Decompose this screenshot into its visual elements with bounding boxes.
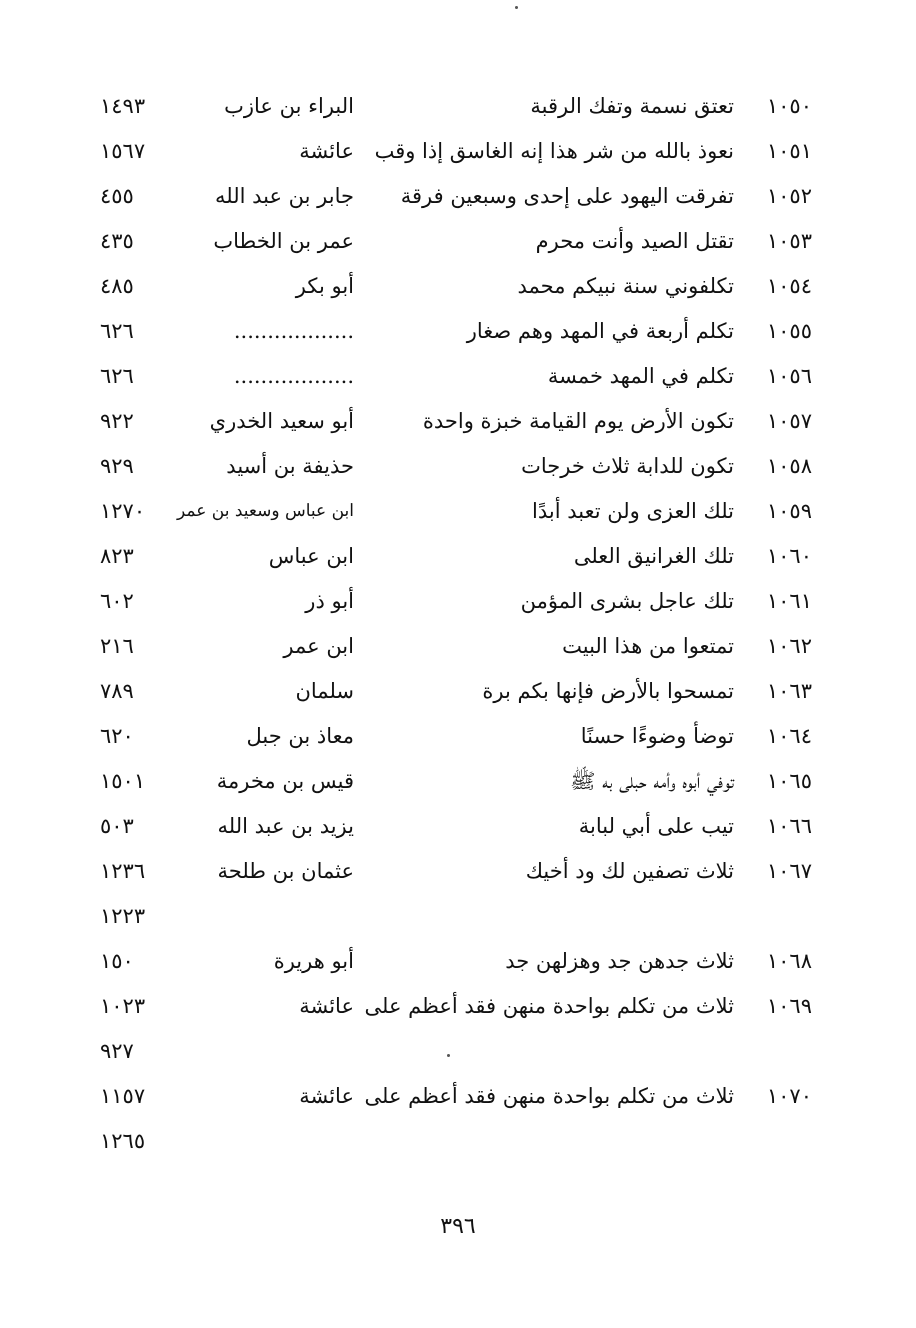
narrator: سلمان (295, 679, 354, 703)
page-reference: ١٥٠ (100, 949, 134, 973)
index-row (100, 129, 812, 174)
hadith-text: نعوذ بالله من شر هذا إنه الغاسق إذا وقب (374, 139, 734, 163)
hadith-text: تمتعوا من هذا البيت (562, 634, 734, 658)
page-reference: ١١٥٧ (100, 1084, 146, 1108)
entry-number: ١٠٥٧ (766, 409, 812, 433)
index-row (100, 1074, 812, 1119)
narrator: حذيفة بن أسيد (226, 454, 354, 478)
hadith-text: تعتق نسمة وتفك الرقبة (530, 94, 734, 118)
entry-number: ١٠٧٠ (766, 1084, 812, 1108)
index-row (100, 219, 812, 264)
page-reference: ١٢٦٥ (100, 1129, 146, 1153)
page-reference: ٥٠٣ (100, 814, 134, 838)
scan-speck (447, 1054, 450, 1057)
hadith-text: ثلاث جدهن جد وهزلهن جد (505, 949, 734, 973)
entry-number: ١٠٥٦ (766, 364, 812, 388)
page-reference: ٤٥٥ (100, 184, 134, 208)
hadith-text: تمسحوا بالأرض فإنها بكم برة (482, 679, 734, 703)
page-reference: ٤٣٥ (100, 229, 134, 253)
page-reference: ١٠٢٣ (100, 994, 146, 1018)
entry-number: ١٠٦٢ (766, 634, 812, 658)
narrator: البراء بن عازب (224, 94, 354, 118)
page-reference: ٤٨٥ (100, 274, 134, 298)
index-row (100, 939, 812, 984)
entry-number: ١٠٦٤ (766, 724, 812, 748)
index-row (100, 984, 812, 1029)
index-row (100, 264, 812, 309)
hadith-text: تكلم أربعة في المهد وهم صغار (466, 319, 734, 343)
hadith-text: ثلاث من تكلم بواحدة منهن فقد أعظم على (364, 1084, 734, 1108)
index-row (100, 579, 812, 624)
hadith-index-list (100, 84, 812, 1164)
hadith-text: تيب على أبي لبابة (578, 814, 734, 838)
narrator: قيس بن مخرمة (216, 769, 354, 793)
entry-number: ١٠٦٥ (766, 769, 812, 793)
index-row (100, 624, 812, 669)
entry-number: ١٠٥١ (766, 139, 812, 163)
hadith-text: تلك العزى ولن تعبد أبدًا (532, 499, 734, 523)
index-row (100, 174, 812, 219)
narrator: عائشة (299, 1084, 354, 1108)
narrator: .................. (233, 364, 354, 388)
index-row (100, 804, 812, 849)
page-reference: ٦٢٠ (100, 724, 134, 748)
hadith-text: توضأ وضوءًا حسنًا (580, 724, 734, 748)
narrator: أبو ذر (305, 589, 354, 613)
hadith-text: تكلم في المهد خمسة (547, 364, 734, 388)
narrator: أبو بكر (295, 274, 354, 298)
narrator: .................. (233, 319, 354, 343)
entry-number: ١٠٦١ (766, 589, 812, 613)
narrator: أبو هريرة (273, 949, 354, 973)
scan-speck (515, 6, 518, 9)
hadith-text: تلك عاجل بشرى المؤمن (520, 589, 734, 613)
entry-number: ١٠٥٣ (766, 229, 812, 253)
page-reference: ٦٠٢ (100, 589, 134, 613)
page-reference: ١٥٦٧ (100, 139, 146, 163)
index-row (100, 669, 812, 714)
index-row (100, 714, 812, 759)
narrator: ابن عباس (268, 544, 354, 568)
index-row (100, 759, 812, 804)
hadith-text: تكون للدابة ثلاث خرجات (521, 454, 734, 478)
entry-number: ١٠٦٩ (766, 994, 812, 1018)
hadith-text: توفي أبوه وأمه حبلى به ﷺ (570, 769, 734, 793)
narrator: جابر بن عبد الله (214, 184, 354, 208)
index-row (100, 444, 812, 489)
page-reference: ٢١٦ (100, 634, 134, 658)
narrator: ابن عمر (283, 634, 354, 658)
index-row (100, 84, 812, 129)
entry-number: ١٠٦٣ (766, 679, 812, 703)
index-row (100, 354, 812, 399)
page-reference: ٧٨٩ (100, 679, 134, 703)
page-reference: ٨٢٣ (100, 544, 134, 568)
hadith-text: تكلفوني سنة نبيكم محمد (517, 274, 734, 298)
page-reference: ٩٢٢ (100, 409, 134, 433)
entry-number: ١٠٥٨ (766, 454, 812, 478)
narrator: يزيد بن عبد الله (217, 814, 354, 838)
index-row (100, 534, 812, 579)
entry-number: ١٠٦٨ (766, 949, 812, 973)
index-row (100, 489, 812, 534)
index-row (100, 309, 812, 354)
hadith-text: تقتل الصيد وأنت محرم (535, 229, 734, 253)
narrator: ابن عباس وسعيد بن عمر (177, 501, 354, 521)
narrator: معاذ بن جبل (246, 724, 354, 748)
page-reference: ١٢٢٣ (100, 904, 146, 928)
index-row (100, 399, 812, 444)
entry-number: ١٠٥٠ (766, 94, 812, 118)
entry-number: ١٠٦٦ (766, 814, 812, 838)
hadith-text: ثلاث من تكلم بواحدة منهن فقد أعظم على (364, 994, 734, 1018)
page-reference: ١٥٠١ (100, 769, 146, 793)
entry-number: ١٠٥٩ (766, 499, 812, 523)
hadith-text: تكون الأرض يوم القيامة خبزة واحدة (422, 409, 734, 433)
narrator: عمر بن الخطاب (213, 229, 354, 253)
narrator: عائشة (299, 139, 354, 163)
index-row (100, 894, 812, 939)
entry-number: ١٠٥٥ (766, 319, 812, 343)
entry-number: ١٠٥٢ (766, 184, 812, 208)
narrator: عثمان بن طلحة (217, 859, 354, 883)
entry-number: ١٠٦٧ (766, 859, 812, 883)
page-reference: ١٤٩٣ (100, 94, 146, 118)
index-row (100, 849, 812, 894)
narrator: أبو سعيد الخدري (209, 409, 354, 433)
page-number: ٣٩٦ (440, 1214, 476, 1239)
page-reference: ١٢٧٠ (100, 499, 146, 523)
hadith-text: تفرقت اليهود على إحدى وسبعين فرقة (400, 184, 734, 208)
hadith-text: تلك الغرانيق العلى (573, 544, 734, 568)
hadith-text: ثلاث تصفين لك ود أخيك (525, 859, 734, 883)
page-reference: ٩٢٧ (100, 1039, 134, 1063)
index-row (100, 1119, 812, 1164)
page-reference: ١٢٣٦ (100, 859, 146, 883)
page-reference: ٦٢٦ (100, 364, 134, 388)
entry-number: ١٠٥٤ (766, 274, 812, 298)
page-reference: ٩٢٩ (100, 454, 134, 478)
page-reference: ٦٢٦ (100, 319, 134, 343)
narrator: عائشة (299, 994, 354, 1018)
entry-number: ١٠٦٠ (766, 544, 812, 568)
index-row (100, 1029, 812, 1074)
